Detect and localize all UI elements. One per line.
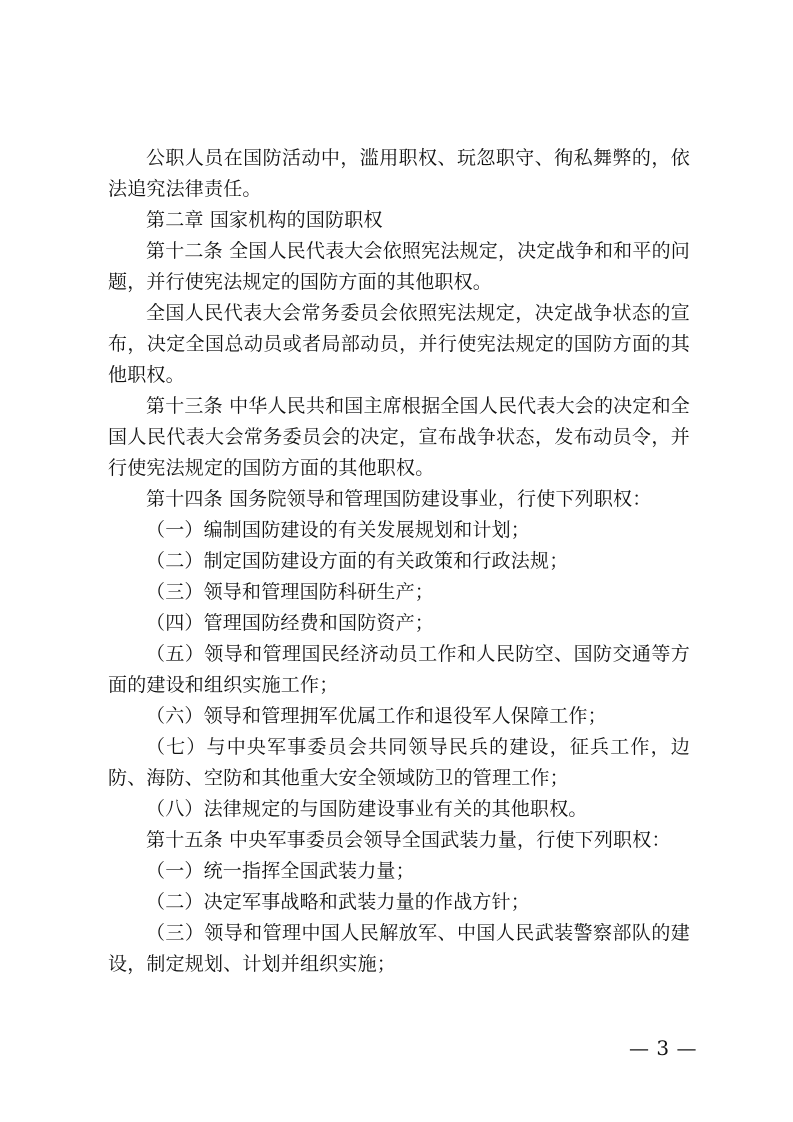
list-item: （二）制定国防建设方面的有关政策和行政法规； bbox=[146, 550, 569, 572]
list-item: （七）与中央军事委员会共同领导民兵的建设，征兵工作，边防、海防、空防和其他重大安全领域防卫的管理工作； bbox=[108, 736, 690, 789]
list-item: （三）领导和管理国防科研生产； bbox=[146, 581, 435, 603]
list-item: （六）领导和管理拥军优属工作和退役军人保障工作； bbox=[146, 705, 607, 727]
page-number: — 3 — bbox=[629, 1036, 697, 1060]
article-13: 第十三条 中华人民共和国主席根据全国人民代表大会的决定和全国人民代表大会常务委员会的决定，宣布战争状态，发布动员令，并行使宪法规定的国防方面的其他职权。 bbox=[108, 395, 690, 479]
list-item: （三）领导和管理中国人民解放军、中国人民武装警察部队的建设，制定规划、计划并组织实施； bbox=[108, 922, 690, 975]
article-14: 第十四条 国务院领导和管理国防建设事业，行使下列职权： bbox=[146, 488, 652, 510]
article-15: 第十五条 中央军事委员会领导全国武装力量，行使下列职权： bbox=[146, 829, 671, 851]
article-12: 第十二条 全国人民代表大会依照宪法规定，决定战争和和平的问题，并行使宪法规定的国防方面的其他职权。 bbox=[108, 240, 690, 293]
list-item: （一）统一指挥全国武装力量； bbox=[146, 860, 415, 882]
list-item: （一）编制国防建设的有关发展规划和计划； bbox=[146, 519, 531, 541]
list-item: （八）法律规定的与国防建设事业有关的其他职权。 bbox=[146, 798, 588, 820]
list-item: （五）领导和管理国民经济动员工作和人民防空、国防交通等方面的建设和组织实施工作； bbox=[108, 643, 690, 696]
list-item: （二）决定军事战略和武装力量的作战方针； bbox=[146, 891, 531, 913]
chapter-heading: 第二章 国家机构的国防职权 bbox=[146, 209, 383, 231]
paragraph: 公职人员在国防活动中，滥用职权、玩忽职守、徇私舞弊的，依法追究法律责任。 bbox=[108, 147, 690, 200]
document-body bbox=[108, 143, 690, 980]
list-item: （四）管理国防经费和国防资产； bbox=[146, 612, 435, 634]
paragraph: 全国人民代表大会常务委员会依照宪法规定，决定战争状态的宣布，决定全国总动员或者局部动员，并行使宪法规定的国防方面的其他职权。 bbox=[108, 302, 690, 386]
